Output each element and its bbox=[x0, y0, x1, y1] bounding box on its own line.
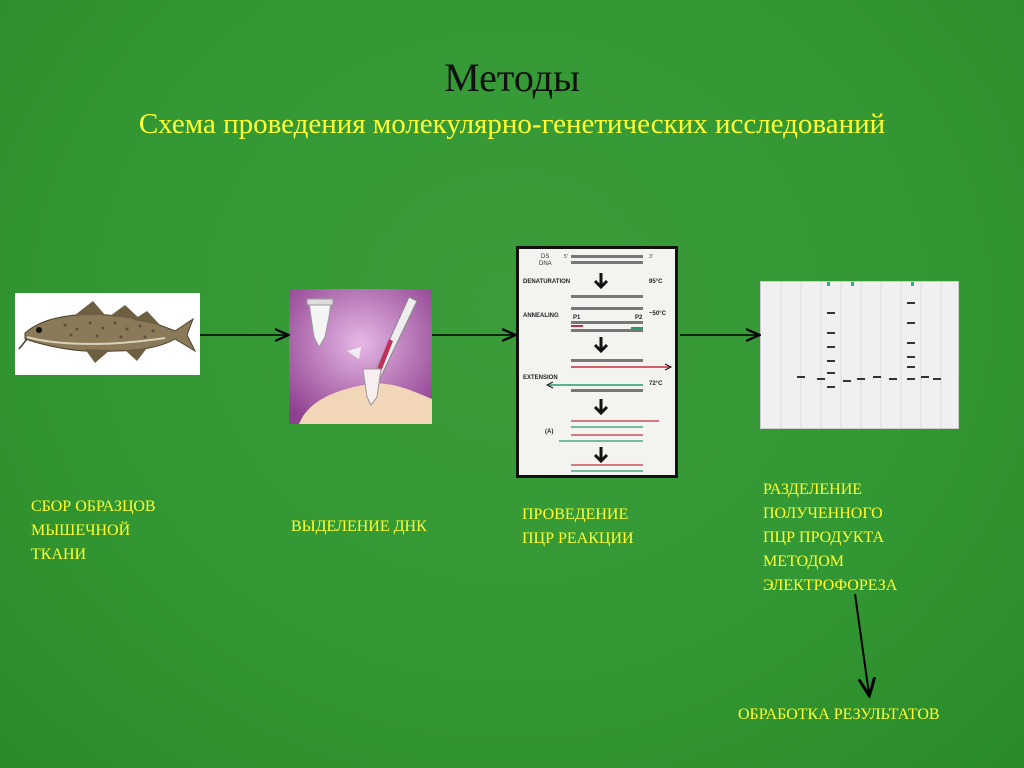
caption-sample-collection bbox=[31, 495, 156, 567]
pcr-dna-label: DNA bbox=[539, 261, 552, 267]
caption-results-processing: ОБРАБОТКА РЕЗУЛЬТАТОВ bbox=[738, 706, 940, 723]
caption-line: СБОР ОБРАЗЦОВ bbox=[31, 498, 156, 515]
caption-line: ТКАНИ bbox=[31, 546, 87, 563]
fish-image bbox=[15, 293, 200, 375]
caption-line: ПРОВЕДЕНИЕ bbox=[522, 506, 629, 523]
caption-electrophoresis bbox=[763, 478, 897, 598]
pcr-temp-denat: 95°C bbox=[649, 279, 663, 285]
pcr-end-label: 5' bbox=[564, 254, 568, 260]
caption-pcr bbox=[522, 503, 634, 551]
pcr-temp-anneal: ~50°C bbox=[649, 311, 666, 317]
pcr-temp-ext: 72°C bbox=[649, 381, 663, 387]
caption-line: ПЦР РЕАКЦИИ bbox=[522, 530, 634, 547]
pcr-ds-label: DS bbox=[541, 254, 550, 260]
slide-title: Методы bbox=[444, 55, 580, 100]
pcr-p1-label: P1 bbox=[573, 315, 581, 321]
pcr-marker-a: (A) bbox=[545, 429, 554, 435]
caption-dna-extraction bbox=[291, 515, 427, 539]
caption-line: ВЫДЕЛЕНИЕ ДНК bbox=[291, 518, 427, 535]
slide-subtitle: Схема проведения молекулярно-генетических исследований bbox=[138, 108, 886, 140]
dna-extraction-image bbox=[289, 289, 432, 424]
pcr-p2-label: P2 bbox=[635, 315, 643, 321]
pcr-diagram bbox=[516, 246, 678, 478]
caption-line: ЭЛЕКТРОФОРЕЗА bbox=[763, 577, 898, 594]
caption-line: ПЦР ПРОДУКТА bbox=[763, 529, 885, 546]
pcr-extension-label: EXTENSION bbox=[523, 375, 558, 381]
pcr-annealing-label: ANNEALING bbox=[523, 313, 559, 319]
gel-electrophoresis-image bbox=[760, 281, 959, 429]
pcr-end-label: 3' bbox=[649, 254, 653, 260]
arrow-icon bbox=[855, 594, 869, 694]
caption-line: МЕТОДОМ bbox=[763, 553, 845, 570]
caption-line: МЫШЕЧНОЙ bbox=[31, 522, 131, 539]
pcr-denaturation-label: DENATURATION bbox=[523, 279, 571, 285]
caption-line: ПОЛУЧЕННОГО bbox=[763, 505, 883, 522]
caption-line: РАЗДЕЛЕНИЕ bbox=[763, 481, 863, 498]
